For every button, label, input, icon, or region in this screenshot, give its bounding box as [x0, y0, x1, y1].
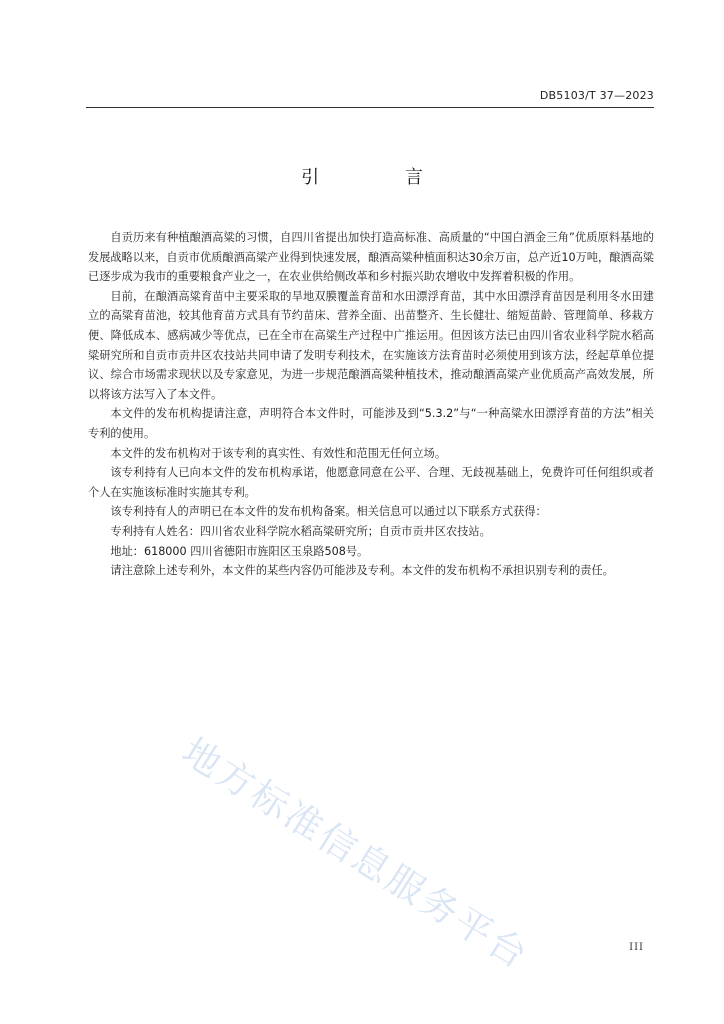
paragraph: 目前，在酿酒高粱育苗中主要采取的旱地双膜覆盖育苗和水田漂浮育苗，其中水田漂浮育苗因是利用冬水田建立的高粱育苗池，较其他育苗方式具有节约苗床、营养全面、出苗整齐、生长健壮、缩短苗龄、管理简单、移栽方便、降低成本、感病减少等优点，已在全市在高粱生产过程中广推运用。但因该方法已由四川省农业科学院水稻高粱研究所和自贡市贡井区农技站共同申请了发明专利技术，在实施该方法育苗时必须使用到该方法，经起草单位提议、综合市场需求现状以及专家意见，为进一步规范酿酒高粱种植技术，推动酿酒高粱产业优质高产高效发展，所以将该方法写入了本文件。 — [88, 289, 654, 401]
paragraph: 本文件的发布机构提请注意，声明符合本文件时，可能涉及到“5.3.2”与“一种高粱水田漂浮育苗的方法”相关专利的使用。 — [88, 407, 654, 440]
page-number: III — [629, 942, 644, 953]
paragraph: 请注意除上述专利外，本文件的某些内容仍可能涉及专利。本文件的发布机构不承担识别专利的责任。 — [110, 564, 614, 578]
paragraph: 地址：618000 四川省德阳市旌阳区玉泉路508号。 — [110, 544, 369, 558]
watermark: 地方标准信息服务平台 — [174, 729, 537, 979]
header-rule — [86, 107, 654, 108]
section-title: 引 言 — [301, 167, 463, 188]
paragraph: 该专利持有人已向本文件的发布机构承诺，他愿意同意在公平、合理、无歧视基础上，免费许可任何组织或者个人在实施该标准时实施其专利。 — [88, 466, 654, 499]
paragraph: 专利持有人姓名：四川省农业科学院水稻高粱研究所；自贡市贡井区农技站。 — [110, 524, 491, 538]
paragraph: 自贡历来有种植酿酒高粱的习惯，自四川省提出加快打造高标准、高质量的“中国白酒金三角”优质原料基地的发展战略以来，自贡市优质酿酒高粱产业得到快速发展，酿酒高粱种植面积达30余万亩，总产近10万吨，酿酒高粱已逐步成为我市的重要粮食产业之一，在农业供给侧改革和乡村振兴助农增收中发挥着积极的作用。 — [88, 231, 654, 284]
document-code: DB5103/T 37—2023 — [539, 89, 654, 102]
paragraph: 该专利持有人的声明已在本文件的发布机构备案。相关信息可以通过以下联系方式获得： — [110, 505, 547, 519]
paragraph: 本文件的发布机构对于该专利的真实性、有效性和范围无任何立场。 — [110, 446, 447, 460]
body-text — [88, 228, 654, 581]
